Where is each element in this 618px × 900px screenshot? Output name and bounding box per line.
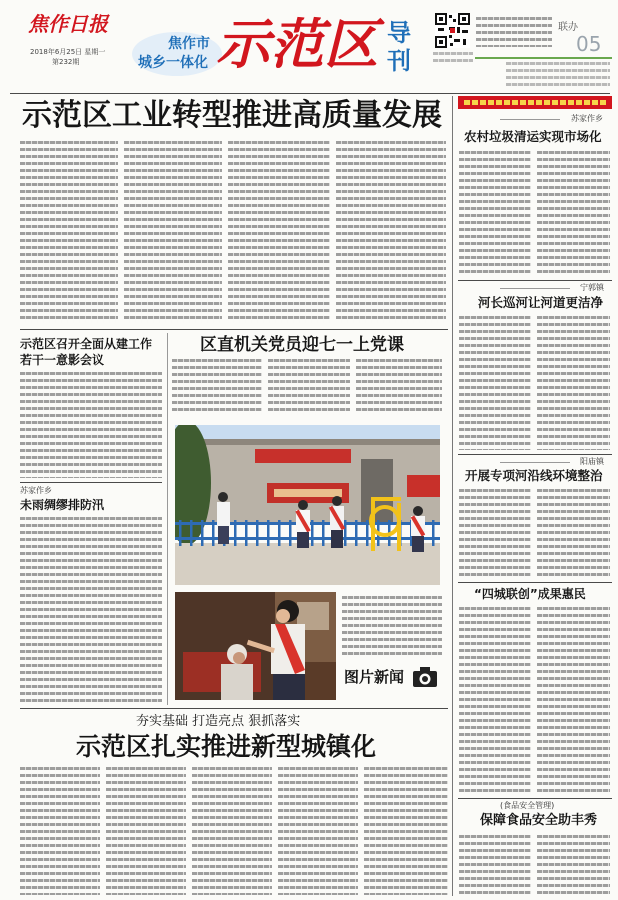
flood-location: 苏家作乡 [20, 486, 52, 495]
sidebar-item-rule [458, 798, 612, 799]
photo-fence-post [432, 520, 435, 546]
lead-body-column [124, 141, 222, 323]
newspaper-logo: 焦作日报 [28, 12, 108, 36]
photo-person-legs [331, 530, 343, 548]
photo-right-banner [407, 475, 440, 497]
photo-roof-edge [203, 439, 440, 445]
urbanization-body-column [278, 767, 358, 895]
photo-person-head [332, 496, 342, 506]
qr-module [449, 35, 452, 38]
photo-fence-post [234, 520, 237, 546]
photo-fence-post [267, 520, 270, 546]
photo-fence-post [256, 520, 259, 546]
urbanization-body-column [20, 767, 100, 895]
sidebar-location: 宁郭镇 [580, 283, 604, 292]
photo-caption-text [342, 596, 442, 658]
photo-banner-lettering [274, 489, 342, 497]
photo-elderly-body [221, 664, 253, 700]
qr-module [463, 39, 466, 45]
qr-caption-text [433, 52, 473, 66]
sidebar-body-column [459, 607, 531, 795]
photo-fitness-bar [371, 497, 401, 501]
photo-person-head [218, 492, 228, 502]
sidebar-headline: 河长巡河让河道更洁净 [478, 295, 604, 310]
photo-volunteer-skirt [273, 674, 305, 700]
urbanization-top-rule [20, 708, 448, 709]
qr-code-icon [435, 13, 470, 48]
qr-finder-dot [462, 17, 466, 21]
sidebar-item-rule [458, 280, 612, 281]
qr-finder-dot [439, 17, 443, 21]
photo-fence-post [322, 520, 325, 546]
photo-fence-post [366, 520, 369, 546]
urbanization-headline: 示范区扎实推进新型城镇化 [76, 732, 377, 761]
sidebar-body-column [459, 316, 531, 450]
sidebar-location-rule [500, 288, 570, 289]
sidebar-headline: 保障食品安全助丰秀 [480, 813, 598, 828]
photo-fence-post [289, 520, 292, 546]
urbanization-body-column [364, 767, 448, 895]
masthead-city: 焦作市 [168, 36, 210, 52]
party-lesson-body-column [172, 359, 262, 415]
sidebar-location-rule [500, 119, 560, 120]
qr-module [453, 19, 456, 22]
qr-module [450, 43, 453, 46]
photo-person-legs [218, 526, 229, 544]
sidebar-headline: 农村垃圾清运实现市场化 [464, 129, 602, 144]
sidebar-item-rule [458, 582, 612, 583]
flood-headline: 未雨绸缪排防汛 [20, 498, 105, 512]
party-lesson-headline: 区直机关党员迎七一上党课 [200, 335, 404, 355]
sidebar-divider [452, 96, 453, 896]
sidebar-body-column [537, 151, 610, 275]
middle-divider [167, 333, 168, 705]
meeting-bottom-rule [20, 482, 162, 483]
sidebar-banner-lettering [464, 100, 606, 105]
lead-body-column [336, 141, 446, 323]
qr-module [462, 30, 468, 33]
sidebar-location: 苏家作乡 [571, 114, 603, 123]
photo-fence-post [201, 520, 204, 546]
photo-fitness-bar [397, 503, 401, 551]
photo-fence-post [344, 520, 347, 546]
meeting-body-text [20, 372, 162, 478]
photo-fence-post [355, 520, 358, 546]
camera-top [420, 667, 430, 672]
qr-module [454, 39, 460, 42]
photo-fence-post [212, 520, 215, 546]
sidebar-body-column [537, 316, 610, 450]
camera-lens-inner [422, 676, 428, 682]
lead-body-column [228, 141, 330, 323]
sidebar-location-rule [500, 462, 570, 463]
sidebar-item-rule [458, 454, 612, 455]
photo-wall-sign [255, 449, 351, 463]
photo-fence-post [278, 520, 281, 546]
urbanization-body-column [106, 767, 186, 895]
sidebar-headline: 开展专项河沿线环境整治 [465, 468, 603, 483]
sidebar-body-column [537, 489, 610, 578]
section-title: 示范区 [216, 13, 378, 76]
photo-fitness-bar [371, 497, 375, 551]
meeting-headline-line1: 示范区召开全面从建工作 [20, 337, 153, 351]
photo-person-head [413, 506, 423, 516]
masthead-info-text [476, 17, 552, 47]
photo-person-body [217, 502, 230, 526]
photo-fence-post [179, 520, 182, 546]
photo-fence-post [311, 520, 314, 546]
photo-volunteer-face [276, 609, 290, 623]
sidebar-body-column [459, 489, 531, 578]
sidebar-body-column [459, 151, 531, 275]
page-number: 05 [576, 32, 602, 56]
party-lesson-body-column [268, 359, 350, 415]
qr-module [438, 28, 444, 31]
masthead-editor-text [506, 62, 610, 88]
camera-icon [412, 666, 438, 688]
urbanization-kicker: 夯实基础 打造亮点 狠抓落实 [136, 714, 301, 729]
issue-date: 2018年6月25日 星期一 [30, 48, 106, 56]
masthead-bottom-rule [10, 93, 610, 94]
photo-elderly-face [233, 652, 245, 664]
qr-finder-dot [439, 40, 443, 44]
sidebar-headline: “四城联创”成果惠民 [474, 587, 586, 601]
flood-body-text [20, 517, 162, 703]
issue-number: 第232期 [52, 58, 80, 66]
qr-module [449, 15, 452, 18]
section-suffix-bottom: 刊 [387, 47, 411, 75]
news-photo-volunteers [175, 425, 440, 585]
lead-body-column [20, 141, 118, 323]
photo-fence-post [245, 520, 248, 546]
party-lesson-body-column [356, 359, 442, 415]
photo-news-label: 图片新闻 [344, 668, 405, 686]
sidebar-body-column [459, 835, 531, 895]
sidebar-location: 阳庙镇 [580, 457, 604, 466]
qr-module [457, 27, 460, 33]
photo-table [305, 662, 336, 700]
co-organizer-label: 联办 [558, 22, 578, 33]
lead-bottom-rule [20, 329, 448, 330]
photo-person-legs [297, 532, 309, 548]
photo-fence-post [190, 520, 193, 546]
urbanization-body-column [192, 767, 272, 895]
qr-logo [450, 28, 455, 33]
photo-doorway [361, 459, 393, 523]
section-suffix-top: 导 [387, 19, 411, 47]
meeting-headline-line2: 若干一意影会议 [20, 353, 105, 367]
sidebar-body-column [537, 607, 610, 795]
masthead-slogan: 城乡一体化 [138, 55, 208, 71]
sidebar-body-column [537, 835, 610, 895]
sidebar-kicker: (食品安全管理) [500, 801, 555, 810]
news-photo-elderly-care [175, 592, 336, 700]
lead-headline: 示范区工业转型推进高质量发展 [22, 98, 442, 133]
photo-person-legs [412, 536, 424, 552]
photo-person-head [298, 500, 308, 510]
masthead-green-rule [475, 57, 612, 59]
